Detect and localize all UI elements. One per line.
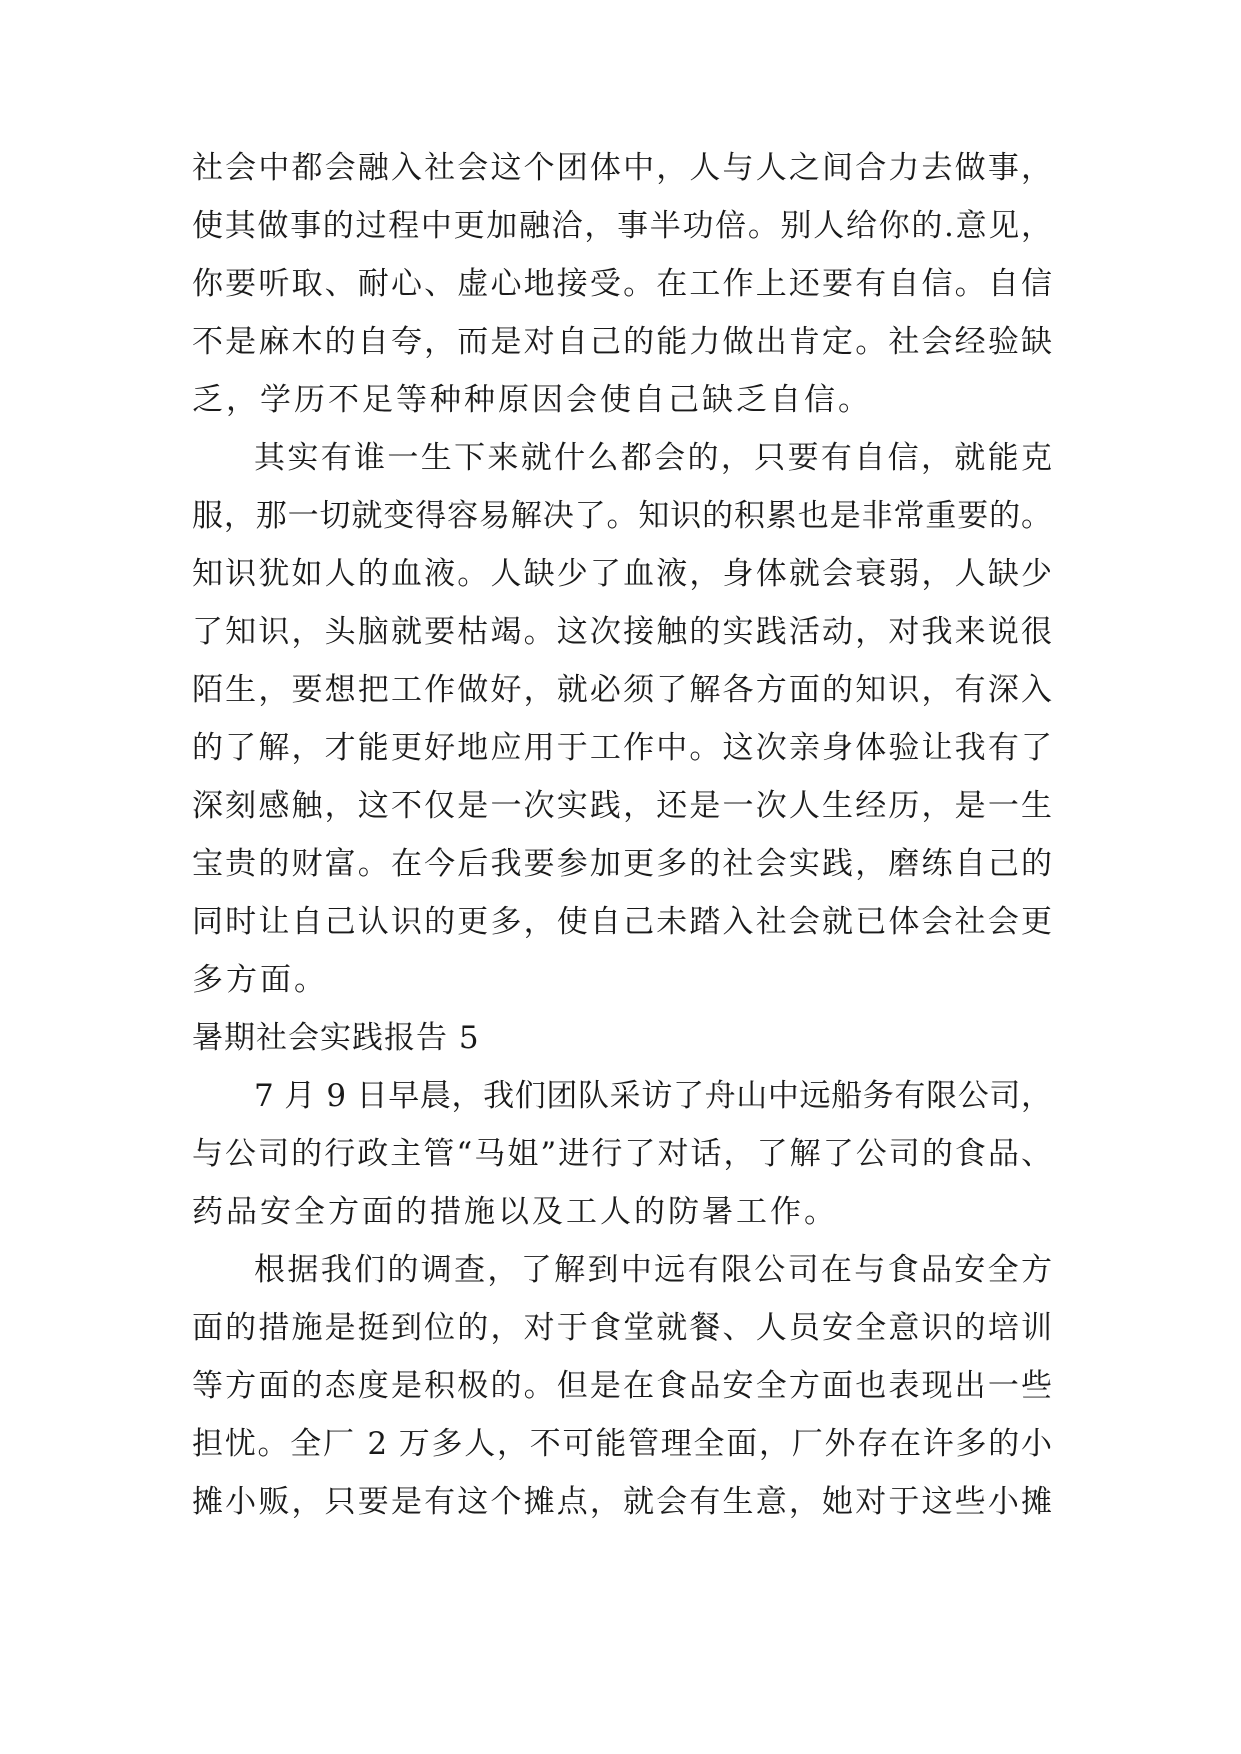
paragraph-line: 其实有谁一生下来就什么都会的，只要有自信，就能克 bbox=[254, 440, 1052, 476]
paragraph-line: 了知识，头脑就要枯竭。这次接触的实践活动，对我来说很 bbox=[192, 614, 1052, 650]
paragraph-line: 社会中都会融入社会这个团体中，人与人之间合力去做事， bbox=[192, 150, 1052, 186]
paragraph-line: 多方面。 bbox=[192, 962, 328, 998]
paragraph-line: 与公司的行政主管“马姐”进行了对话，了解了公司的食品、 bbox=[192, 1136, 1052, 1172]
paragraph-line: 面的措施是挺到位的，对于食堂就餐、人员安全意识的培训 bbox=[192, 1310, 1052, 1346]
paragraph-line: 同时让自己认识的更多，使自己未踏入社会就已体会社会更 bbox=[192, 904, 1052, 940]
paragraph-line: 摊小贩，只要是有这个摊点，就会有生意，她对于这些小摊 bbox=[192, 1484, 1052, 1520]
paragraph-line: 7 月 9 日早晨，我们团队采访了舟山中远船务有限公司， bbox=[254, 1078, 1052, 1114]
paragraph-line: 你要听取、耐心、虚心地接受。在工作上还要有自信。自信 bbox=[192, 266, 1052, 302]
section-heading-block bbox=[192, 1009, 1052, 1067]
paragraph-line: 使其做事的过程中更加融洽，事半功倍。别人给你的.意见， bbox=[192, 208, 1052, 244]
paragraph-4 bbox=[192, 1241, 1052, 1531]
paragraph-line: 担忧。全厂 2 万多人，不可能管理全面，厂外存在许多的小 bbox=[192, 1426, 1052, 1462]
paragraph-line: 不是麻木的自夸，而是对自己的能力做出肯定。社会经验缺 bbox=[192, 324, 1052, 360]
paragraph-line: 知识犹如人的血液。人缺少了血液，身体就会衰弱，人缺少 bbox=[192, 556, 1052, 592]
paragraph-1 bbox=[192, 139, 1052, 429]
paragraph-line: 服，那一切就变得容易解决了。知识的积累也是非常重要的。 bbox=[192, 498, 1052, 534]
paragraph-2 bbox=[192, 429, 1052, 1009]
paragraph-line: 药品安全方面的措施以及工人的防暑工作。 bbox=[192, 1194, 838, 1230]
paragraph-line: 的了解，才能更好地应用于工作中。这次亲身体验让我有了 bbox=[192, 730, 1052, 766]
section-heading: 暑期社会实践报告 5 bbox=[192, 1020, 480, 1056]
paragraph-3 bbox=[192, 1067, 1052, 1241]
paragraph-line: 陌生，要想把工作做好，就必须了解各方面的知识，有深入 bbox=[192, 672, 1052, 708]
paragraph-line: 宝贵的财富。在今后我要参加更多的社会实践，磨练自己的 bbox=[192, 846, 1052, 882]
paragraph-line: 等方面的态度是积极的。但是在食品安全方面也表现出一些 bbox=[192, 1368, 1052, 1404]
paragraph-line: 根据我们的调查，了解到中远有限公司在与食品安全方 bbox=[254, 1252, 1052, 1288]
paragraph-line: 深刻感触，这不仅是一次实践，还是一次人生经历，是一生 bbox=[192, 788, 1052, 824]
paragraph-line: 乏，学历不足等种种原因会使自己缺乏自信。 bbox=[192, 382, 872, 418]
